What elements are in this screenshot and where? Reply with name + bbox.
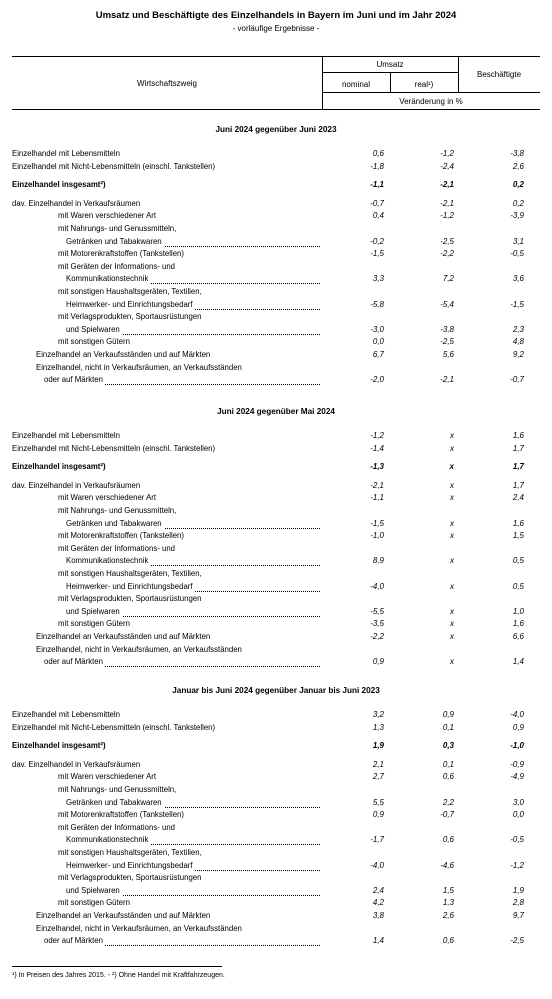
row-label-continuation-wrap xyxy=(66,556,320,567)
value-nominal: 0,0 xyxy=(372,337,384,347)
value-employees: 0,2 xyxy=(512,180,524,190)
value-real: x xyxy=(450,606,454,616)
row-label-continuation-wrap xyxy=(66,519,320,530)
row-label: mit Geräten der Informations- und xyxy=(58,261,176,271)
value-employees: 3,1 xyxy=(512,236,524,246)
section-title: Januar bis Juni 2024 gegenüber Januar bis Juni 2023 xyxy=(172,686,380,695)
row-label: mit Motorenkraftstoffen (Tankstellen) xyxy=(58,249,320,259)
value-nominal: 0,9 xyxy=(372,657,384,667)
row-label: Einzelhandel insgesamt²) xyxy=(12,741,320,751)
row-label: Einzelhandel, nicht in Verkaufsräumen, an Verkaufsständen xyxy=(36,923,242,933)
value-real: 2,2 xyxy=(442,797,454,807)
value-employees: 3,6 xyxy=(512,274,524,284)
row-label: Einzelhandel an Verkaufsständen und auf Märkten xyxy=(36,911,320,921)
row-label-wrap xyxy=(58,249,320,260)
row-label: mit Geräten der Informations- und xyxy=(58,822,176,832)
row-label: Einzelhandel insgesamt²) xyxy=(12,180,320,190)
row-label: Einzelhandel mit Lebensmitteln xyxy=(12,710,320,720)
row-label: mit Waren verschiedener Art xyxy=(58,772,320,782)
row-label-continuation-wrap xyxy=(66,300,320,311)
value-employees: 1,7 xyxy=(512,443,524,453)
value-employees: -1,5 xyxy=(510,299,524,309)
row-label-continuation-wrap xyxy=(66,861,320,872)
value-real: 0,9 xyxy=(442,710,454,719)
value-real: x xyxy=(450,632,454,641)
page-subtitle: - vorläufige Ergebnisse - xyxy=(232,24,320,33)
value-nominal: 1,3 xyxy=(372,722,384,732)
row-label: mit Waren verschiedener Art xyxy=(58,493,320,503)
row-label-continuation: und Spielwaren xyxy=(66,324,120,334)
row-label-continuation: und Spielwaren xyxy=(66,606,120,616)
row-label: mit sonstigen Gütern xyxy=(58,337,320,347)
value-nominal: -3,0 xyxy=(370,324,384,334)
value-real: x xyxy=(450,531,454,541)
row-label-wrap xyxy=(12,180,320,191)
row-label-wrap xyxy=(12,723,320,734)
row-label: Einzelhandel, nicht in Verkaufsräumen, an Verkaufsständen xyxy=(36,644,242,654)
value-nominal: -1,2 xyxy=(370,431,384,440)
row-label-continuation: Heimwerker- und Einrichtungsbedarf xyxy=(66,299,193,309)
value-real: -2,5 xyxy=(440,337,454,347)
value-nominal: 3,3 xyxy=(372,274,384,284)
row-label-wrap xyxy=(12,149,320,160)
value-nominal: -4,0 xyxy=(370,860,384,870)
value-nominal: -2,1 xyxy=(370,480,384,490)
value-real: 0,6 xyxy=(442,936,454,946)
row-label: Einzelhandel insgesamt²) xyxy=(12,462,320,472)
row-label-wrap xyxy=(12,431,320,442)
row-label: Einzelhandel, nicht in Verkaufsräumen, an Verkaufsständen xyxy=(36,362,242,372)
value-real: -2,5 xyxy=(440,236,454,246)
row-label-continuation-wrap xyxy=(44,657,320,668)
value-employees: -2,5 xyxy=(510,936,524,946)
value-nominal: -5,8 xyxy=(370,299,384,309)
row-label: mit Verlagsprodukten, Sportausrüstungen xyxy=(58,594,202,604)
row-label: mit sonstigen Haushaltsgeräten, Textilien, xyxy=(58,848,202,857)
value-real: -5,4 xyxy=(440,299,454,309)
row-label-wrap xyxy=(36,911,320,922)
value-nominal: -0,7 xyxy=(370,198,384,208)
row-label-continuation: Kommunikationstechnik xyxy=(66,835,149,845)
value-real: -2,2 xyxy=(440,249,454,259)
row-label: mit Verlagsprodukten, Sportausrüstungen xyxy=(58,312,202,322)
page-title: Umsatz und Beschäftigte des Einzelhandels in Bayern im Juni und im Jahr 2024 xyxy=(95,10,457,21)
value-real: -3,8 xyxy=(440,324,454,334)
value-nominal: -3,5 xyxy=(370,619,384,629)
footnote: ¹) In Preisen des Jahres 2015. - ²) Ohne Handel mit Kraftfahrzeugen. xyxy=(12,972,225,979)
row-label: mit sonstigen Gütern xyxy=(58,898,320,908)
value-employees: -1,2 xyxy=(510,860,524,870)
row-label-wrap xyxy=(12,444,320,455)
value-nominal: -1,1 xyxy=(370,493,384,503)
section-title: Juni 2024 gegenüber Mai 2024 xyxy=(217,407,335,416)
row-label: Einzelhandel mit Nicht-Lebensmitteln (einschl. Tankstellen) xyxy=(12,162,320,172)
value-nominal: -1,1 xyxy=(370,180,384,190)
value-real: x xyxy=(449,462,454,472)
value-real: 1,3 xyxy=(442,898,454,908)
row-label-wrap xyxy=(58,337,320,348)
value-nominal: 3,2 xyxy=(372,710,384,719)
value-nominal: -1,3 xyxy=(370,462,384,472)
value-nominal: -1,4 xyxy=(370,443,384,453)
row-label-continuation-wrap xyxy=(66,582,320,593)
value-nominal: -2,0 xyxy=(370,375,384,385)
row-label-wrap xyxy=(58,619,320,630)
value-nominal: -1,8 xyxy=(370,161,384,171)
value-real: x xyxy=(450,480,454,490)
row-label-continuation-wrap xyxy=(44,375,320,386)
row-label-wrap xyxy=(12,710,320,721)
value-employees: 0,5 xyxy=(512,581,524,591)
value-employees: -4,0 xyxy=(510,710,524,719)
value-employees: -3,9 xyxy=(510,211,524,221)
value-nominal: 3,8 xyxy=(372,911,384,920)
value-nominal: 0,6 xyxy=(372,149,384,158)
value-employees: 6,6 xyxy=(512,632,524,641)
value-employees: -0,9 xyxy=(510,759,524,769)
footnote-rule xyxy=(12,966,222,967)
value-real: 0,1 xyxy=(442,759,454,769)
value-employees: 1,6 xyxy=(512,431,524,440)
row-label: mit sonstigen Haushaltsgeräten, Textilien, xyxy=(58,569,202,578)
value-real: 0,1 xyxy=(442,722,454,732)
row-label-continuation: Getränken und Tabakwaren xyxy=(66,797,162,807)
value-employees: 9,7 xyxy=(512,911,524,920)
row-label-continuation: Getränken und Tabakwaren xyxy=(66,518,162,528)
row-label-continuation-wrap xyxy=(66,274,320,285)
row-label-continuation: Heimwerker- und Einrichtungsbedarf xyxy=(66,581,193,591)
row-label: Einzelhandel mit Nicht-Lebensmitteln (einschl. Tankstellen) xyxy=(12,723,320,733)
row-label: dav. Einzelhandel in Verkaufsräumen xyxy=(12,481,320,491)
row-label: Einzelhandel an Verkaufsständen und auf Märkten xyxy=(36,350,320,360)
value-employees: 1,5 xyxy=(512,531,524,541)
value-employees: 1,6 xyxy=(512,518,524,528)
value-nominal: -2,2 xyxy=(370,632,384,641)
value-real: x xyxy=(450,556,454,566)
value-real: x xyxy=(450,431,454,440)
row-label: dav. Einzelhandel in Verkaufsräumen xyxy=(12,760,320,770)
row-label: Einzelhandel mit Lebensmitteln xyxy=(12,149,320,159)
row-label-wrap xyxy=(58,531,320,542)
value-real: 1,5 xyxy=(442,885,454,895)
row-label: mit Motorenkraftstoffen (Tankstellen) xyxy=(58,531,320,541)
row-label-continuation-wrap xyxy=(66,237,320,248)
row-label-wrap xyxy=(58,898,320,909)
row-label-wrap xyxy=(12,760,320,771)
row-label-continuation-wrap xyxy=(66,798,320,809)
value-real: x xyxy=(450,518,454,528)
row-label: mit sonstigen Gütern xyxy=(58,619,320,629)
value-employees: 9,2 xyxy=(512,350,524,359)
row-label-continuation-wrap xyxy=(44,936,320,947)
row-label: mit Nahrungs- und Genussmitteln, xyxy=(58,506,177,515)
row-label: mit Nahrungs- und Genussmitteln, xyxy=(58,785,177,794)
value-real: 0,3 xyxy=(442,741,454,751)
value-employees: 2,6 xyxy=(512,161,524,171)
row-label-wrap xyxy=(58,810,320,821)
value-real: -2,1 xyxy=(440,375,454,385)
header-change: Veränderung in % xyxy=(399,97,463,106)
row-label-continuation: oder auf Märkten xyxy=(44,936,103,946)
row-label-continuation: Getränken und Tabakwaren xyxy=(66,236,162,246)
value-nominal: -1,7 xyxy=(370,835,384,845)
value-employees: 1,6 xyxy=(512,619,524,629)
row-label-wrap xyxy=(12,462,320,473)
value-real: -2,1 xyxy=(440,180,454,190)
row-label-continuation-wrap xyxy=(66,886,320,897)
header-sector: Wirtschaftszweig xyxy=(136,79,197,88)
value-nominal: 5,5 xyxy=(372,797,384,807)
header-nominal: nominal xyxy=(341,80,370,89)
header-values-rule xyxy=(322,92,540,93)
row-label: Einzelhandel an Verkaufsständen und auf Märkten xyxy=(36,632,320,642)
value-employees: 3,0 xyxy=(512,797,524,807)
row-label-continuation: und Spielwaren xyxy=(66,885,120,895)
value-real: x xyxy=(450,657,454,667)
row-label-continuation-wrap xyxy=(66,835,320,846)
value-nominal: -5,5 xyxy=(370,606,384,616)
value-nominal: 1,4 xyxy=(372,936,384,946)
value-nominal: 2,1 xyxy=(372,759,384,769)
header-top-rule xyxy=(12,56,540,57)
value-employees: 1,0 xyxy=(512,606,524,616)
row-label-continuation: oder auf Märkten xyxy=(44,375,103,385)
row-label: mit sonstigen Haushaltsgeräten, Textilien, xyxy=(58,287,202,296)
value-nominal: 0,9 xyxy=(372,810,384,820)
value-nominal: 2,7 xyxy=(372,772,384,782)
value-employees: 0,9 xyxy=(512,722,524,732)
value-employees: 2,3 xyxy=(512,324,524,334)
value-employees: 1,7 xyxy=(512,480,524,490)
value-nominal: 4,2 xyxy=(372,898,384,908)
value-real: 0,6 xyxy=(442,835,454,845)
value-real: -1,2 xyxy=(440,149,454,158)
value-employees: 1,4 xyxy=(512,657,524,667)
row-label-wrap xyxy=(58,211,320,222)
value-real: 5,6 xyxy=(442,350,454,359)
value-employees: -3,8 xyxy=(510,149,524,158)
row-label: dav. Einzelhandel in Verkaufsräumen xyxy=(12,199,320,209)
row-label-wrap xyxy=(58,493,320,504)
value-employees: -4,9 xyxy=(510,772,524,782)
value-nominal: -1,0 xyxy=(370,531,384,541)
value-nominal: 1,9 xyxy=(372,741,384,751)
value-employees: 0,0 xyxy=(512,810,524,820)
row-label: mit Waren verschiedener Art xyxy=(58,211,320,221)
value-real: -1,2 xyxy=(440,211,454,221)
value-nominal: -0,2 xyxy=(370,236,384,246)
row-label-wrap xyxy=(12,481,320,492)
value-real: 2,6 xyxy=(442,911,454,920)
row-label-continuation: oder auf Märkten xyxy=(44,657,103,667)
value-employees: -1,0 xyxy=(510,741,524,751)
row-label: Einzelhandel mit Lebensmitteln xyxy=(12,431,320,441)
row-label: mit Verlagsprodukten, Sportausrüstungen xyxy=(58,873,202,883)
value-nominal: 6,7 xyxy=(372,350,384,359)
header-real: real¹) xyxy=(414,80,434,89)
value-real: -2,4 xyxy=(440,161,454,171)
value-employees: 1,7 xyxy=(512,462,524,472)
row-label-wrap xyxy=(12,199,320,210)
row-label-continuation: Kommunikationstechnik xyxy=(66,556,149,566)
row-label-wrap xyxy=(36,350,320,361)
value-real: x xyxy=(450,493,454,503)
value-employees: 2,4 xyxy=(512,493,524,503)
header-bottom-rule xyxy=(12,109,540,110)
value-real: -0,7 xyxy=(440,810,454,820)
row-label-wrap xyxy=(36,632,320,643)
value-nominal: 0,4 xyxy=(372,211,384,221)
value-real: x xyxy=(450,443,454,453)
section-title: Juni 2024 gegenüber Juni 2023 xyxy=(215,125,337,134)
value-employees: -0,5 xyxy=(510,249,524,259)
header-employees: Beschäftigte xyxy=(476,70,522,79)
row-label-wrap xyxy=(58,772,320,783)
value-real: -2,1 xyxy=(440,198,454,208)
value-real: 0,6 xyxy=(442,772,454,782)
value-employees: -0,5 xyxy=(510,835,524,845)
row-label: mit Nahrungs- und Genussmitteln, xyxy=(58,224,177,233)
row-label-continuation-wrap xyxy=(66,325,320,336)
value-nominal: 8,9 xyxy=(372,556,384,566)
row-label: mit Geräten der Informations- und xyxy=(58,543,176,553)
value-employees: 4,8 xyxy=(512,337,524,347)
value-real: x xyxy=(450,619,454,629)
row-label: Einzelhandel mit Nicht-Lebensmitteln (einschl. Tankstellen) xyxy=(12,444,320,454)
value-employees: -0,7 xyxy=(510,375,524,385)
row-label: mit Motorenkraftstoffen (Tankstellen) xyxy=(58,810,320,820)
value-nominal: -1,5 xyxy=(370,518,384,528)
row-label-continuation: Kommunikationstechnik xyxy=(66,274,149,284)
value-employees: 0,5 xyxy=(512,556,524,566)
value-real: x xyxy=(450,581,454,591)
value-employees: 2,8 xyxy=(512,898,524,908)
value-employees: 1,9 xyxy=(512,885,524,895)
row-label-wrap xyxy=(12,162,320,173)
row-label-continuation-wrap xyxy=(66,607,320,618)
value-nominal: -1,5 xyxy=(370,249,384,259)
row-label-wrap xyxy=(12,741,320,752)
value-nominal: 2,4 xyxy=(372,885,384,895)
value-real: 7,2 xyxy=(442,274,454,284)
value-real: -4,6 xyxy=(440,860,454,870)
value-employees: 0,2 xyxy=(512,198,524,208)
header-umsatz: Umsatz xyxy=(376,60,404,69)
value-nominal: -4,0 xyxy=(370,581,384,591)
row-label-continuation: Heimwerker- und Einrichtungsbedarf xyxy=(66,860,193,870)
